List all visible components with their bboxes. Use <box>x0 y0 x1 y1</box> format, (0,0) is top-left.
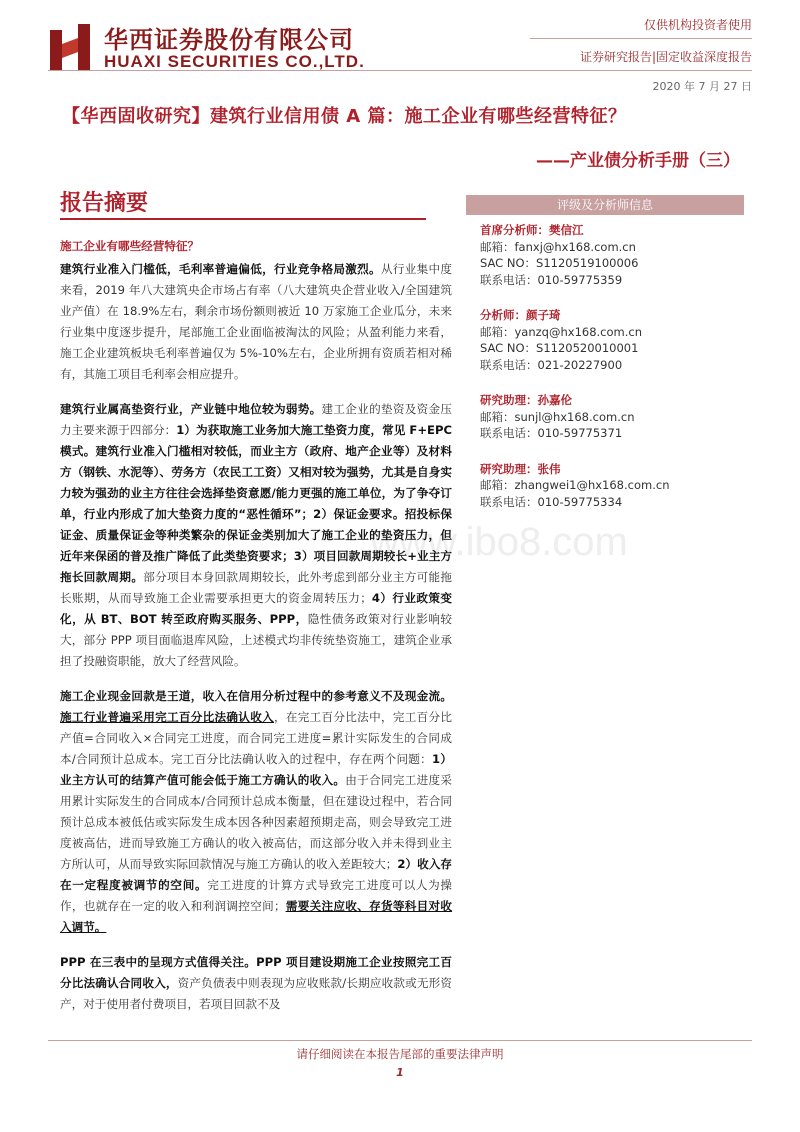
analyst-tel: 联系电话：010-59775359 <box>480 272 623 287</box>
analyst-info-heading: 评级及分析师信息 <box>466 195 744 215</box>
analyst-tel: 联系电话：010-59775334 <box>480 494 623 509</box>
analyst-entry <box>480 307 744 373</box>
analyst-email[interactable]: 邮箱：zhangwei1@hx168.com.cn <box>480 478 670 492</box>
watermark: www.ibo8.com <box>370 520 628 564</box>
logo-english-name: HUAXI SECURITIES CO.,LTD. <box>104 52 365 71</box>
company-logo <box>48 18 368 76</box>
analyst-tel: 联系电话：010-59775371 <box>480 426 623 440</box>
summary-divider <box>60 218 426 220</box>
summary-paragraph-2: 建筑行业属高垫资行业，产业链中地位较为弱势。建工企业的垫资及资金压力主要来源于四部分：1）为获取施工业务加大施工垫资力度，常见 F+EPC 模式。建筑行业准入门槛相对较低，而业主方（政府、地产企业等）及材料方（钢铁、水泥等）、劳务方（农民工工资）又相对较为强势，尤其是自身实力较为强劲的业主方往往会选择垫资意愿/能力更强的施工单位，为了争夺订单，行业内形成了加大垫资力度的“恶性循环”；2）保证金要求。招投标保证金、质量保证金等种类繁杂的保证金类别加大了施工企业的垫资压力，但近年来保函的普及推广降低了此类垫资要求；3）项目回款周期较长+业主方拖长回款周期。部分项目本身回款周期较长，此外考虑到部分业主方可能拖长账期，从而导致施工企业需要承担更大的资金周转压力；4）行业政策变化，从 BT、BOT 转至政府购买服务、PPP，隐性债务政策对行业影响较大，部分 PPP 项目面临退库风险，上述模式均非传统垫资施工，建筑企业承担了投融资职能，放大了经营风险。 <box>60 402 452 668</box>
huaxi-logo-icon <box>48 22 96 72</box>
usage-note: 仅供机构投资者使用 <box>643 18 752 32</box>
summary-paragraph-1: 建筑行业准入门槛低，毛利率普遍偏低，行业竞争格局激烈。从行业集中度来看，2019 年八大建筑央企市场占有率（八大建筑央企营业收入/全国建筑业产值）在 18.9%左右，剩余市场份额则被近 10 万家施工企业瓜分，未来行业集中度逐步提升，尾部施工企业面临被淘汰的风险；从盈利能力来看，施工企业建筑板块毛利率普遍仅为 5%-10%左右，企业所拥有资质若相对稀有，其施工项目毛利率会相应提升。 <box>60 262 452 381</box>
summary-paragraph-3: 施工企业现金回款是王道，收入在信用分析过程中的参考意义不及现金流。施工行业普遍采用完工百分比法确认收入，在完工百分比法中，完工百分比产值=合同收入×合同完工进度，而合同完工进度=累计实际发生的合同成本/合同预计总成本。完工百分比法确认收入的过程中，存在两个问题：1）业主方认可的结算产值可能会低于施工方确认的收入。由于合同完工进度采用累计实际发生的合同成本/合同预计总成本衡量，但在建设过程中，若合同预计总成本被低估或实际发生成本因各种因素超预期走高，则会导致完工进度被高估，进而导致施工方确认的收入被高估，而这部分收入并未得到业主方所认可，从而导致实际回款情况与施工方确认的收入差距较大；2）收入存在一定程度被调节的空间。完工进度的计算方式导致完工进度可以人为操作，也就存在一定的收入和利润调控空间；需要关注应收、存货等科目对收入调节。 <box>60 689 452 934</box>
analyst-role: 分析师：颜子琦 <box>480 308 561 322</box>
analyst-role: 首席分析师：樊信江 <box>480 223 584 237</box>
report-type: 证券研究报告|固定收益深度报告 <box>579 50 752 64</box>
summary-question: 施工企业有哪些经营特征？ <box>60 239 200 253</box>
header-divider <box>48 70 752 71</box>
analyst-info-panel <box>480 222 744 529</box>
analyst-sac: SAC NO：S1120519100006 <box>480 256 639 270</box>
report-date: 2020 年 7 月 27 日 <box>652 80 752 93</box>
summary-body <box>60 236 452 1015</box>
analyst-role: 研究助理：张伟 <box>480 461 561 476</box>
page-number: 1 <box>396 1066 404 1079</box>
analyst-email[interactable]: 邮箱：sunjl@hx168.com.cn <box>480 409 635 424</box>
analyst-entry <box>480 392 744 442</box>
analyst-email[interactable]: 邮箱：fanxj@hx168.com.cn <box>480 239 636 254</box>
analyst-role: 研究助理：孙嘉伦 <box>480 393 572 407</box>
summary-paragraph-4: PPP 在三表中的呈现方式值得关注。PPP 项目建设期施工企业按照完工百分比法确认合同收入，资产负债表中则表现为应收账款/长期应收款或无形资产，对于使用者付费项目，若项目回款不及 <box>60 955 452 1011</box>
legal-notice: 请仔细阅读在本报告尾部的重要法律声明 <box>296 1047 504 1061</box>
analyst-email[interactable]: 邮箱：yanzq@hx168.com.cn <box>480 324 643 339</box>
header-divider-right <box>530 38 752 39</box>
logo-chinese-name: 华西证券股份有限公司 <box>104 26 354 54</box>
analyst-sac: SAC NO：S1120520010001 <box>480 341 639 355</box>
analyst-tel: 联系电话：021-20227900 <box>480 357 623 372</box>
summary-heading: 报告摘要 <box>60 191 149 216</box>
report-subtitle: ——产业债分析手册（三） <box>536 151 740 171</box>
footer-divider <box>48 1040 752 1041</box>
report-title: 【华西固收研究】建筑行业信用债 A 篇：施工企业有哪些经营特征？ <box>62 106 627 127</box>
analyst-entry <box>480 222 744 288</box>
analyst-entry <box>480 461 744 511</box>
